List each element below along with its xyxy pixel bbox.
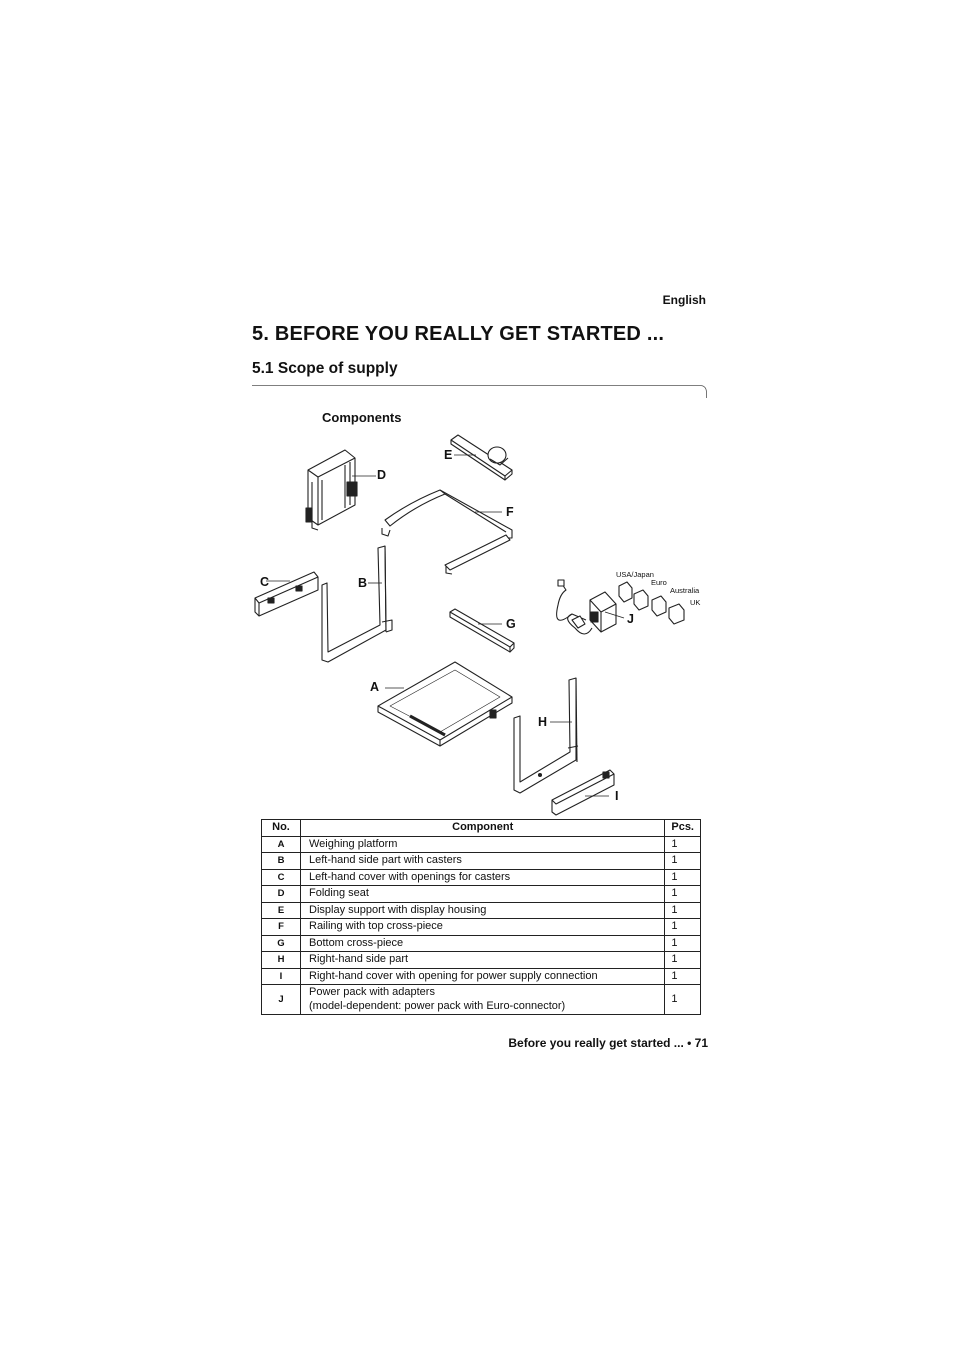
table-row [262, 985, 701, 1015]
row-component: Bottom cross-piece [301, 935, 665, 952]
row-component-multiline [301, 985, 665, 1015]
row-no: B [262, 853, 301, 870]
table-header-row [262, 820, 701, 837]
label-e: E [444, 448, 453, 462]
row-component: Right-hand cover with opening for power supply connection [301, 968, 665, 985]
language-label: English [662, 293, 706, 307]
label-h: H [538, 715, 548, 729]
row-pcs: 1 [665, 952, 701, 969]
label-c: C [260, 575, 270, 589]
row-component: Weighing platform [301, 836, 665, 853]
row-component: Railing with top cross-piece [301, 919, 665, 936]
row-component-note: (model-dependent: power pack with Euro-connector) [309, 999, 566, 1012]
label-a: A [370, 680, 380, 694]
table-row [262, 919, 701, 936]
table-row [262, 968, 701, 985]
row-no: I [262, 968, 301, 985]
section-subtitle: 5.1 Scope of supply [252, 360, 398, 377]
row-pcs: 1 [665, 919, 701, 936]
table-row [262, 836, 701, 853]
section-rule [252, 385, 707, 399]
row-no: J [262, 985, 301, 1015]
row-no: D [262, 886, 301, 903]
components-diagram [240, 425, 720, 820]
adapter-label-australia: Australia [670, 586, 700, 595]
row-no: G [262, 935, 301, 952]
part-d-drawing [306, 450, 357, 530]
part-b-drawing [322, 546, 392, 662]
row-pcs: 1 [665, 935, 701, 952]
label-d: D [377, 468, 387, 482]
row-pcs: 1 [665, 902, 701, 919]
scope-of-supply-table [261, 819, 701, 1015]
table-row [262, 902, 701, 919]
label-i: I [615, 789, 619, 803]
adapter-label-usa-japan: USA/Japan [616, 570, 654, 579]
row-no: E [262, 902, 301, 919]
part-f-drawing [382, 490, 512, 574]
label-f: F [506, 505, 514, 519]
part-e-drawing [451, 435, 512, 480]
header-component: Component [301, 820, 665, 837]
part-a-drawing [378, 662, 512, 746]
header-no: No. [262, 820, 301, 837]
table-row [262, 952, 701, 969]
row-component: Left-hand cover with openings for casters [301, 869, 665, 886]
table-row [262, 853, 701, 870]
header-pcs: Pcs. [665, 820, 701, 837]
row-pcs: 1 [665, 869, 701, 886]
part-h-drawing [514, 678, 578, 793]
page-footer: Before you really get started ... • 71 [508, 1036, 708, 1050]
part-i-drawing [552, 770, 614, 815]
row-component: Right-hand side part [301, 952, 665, 969]
adapter-label-euro: Euro [651, 578, 667, 587]
row-pcs: 1 [665, 836, 701, 853]
table-row [262, 886, 701, 903]
part-j-drawing [557, 580, 684, 634]
section-title: 5. BEFORE YOU REALLY GET STARTED ... [252, 323, 665, 345]
row-component: Display support with display housing [301, 902, 665, 919]
row-pcs: 1 [665, 968, 701, 985]
label-b: B [358, 576, 368, 590]
row-no: F [262, 919, 301, 936]
row-component: Power pack with adapters [309, 986, 435, 998]
row-no: H [262, 952, 301, 969]
row-no: C [262, 869, 301, 886]
row-pcs: 1 [665, 985, 701, 1015]
adapter-label-uk: UK [690, 598, 701, 607]
row-no: A [262, 836, 301, 853]
table-row [262, 935, 701, 952]
label-g: G [506, 617, 516, 631]
figure-caption: Components [322, 410, 402, 425]
row-component: Left-hand side part with casters [301, 853, 665, 870]
row-pcs: 1 [665, 886, 701, 903]
part-g-drawing [450, 609, 514, 652]
row-component: Folding seat [301, 886, 665, 903]
row-pcs: 1 [665, 853, 701, 870]
table-row [262, 869, 701, 886]
label-j: J [627, 612, 634, 626]
